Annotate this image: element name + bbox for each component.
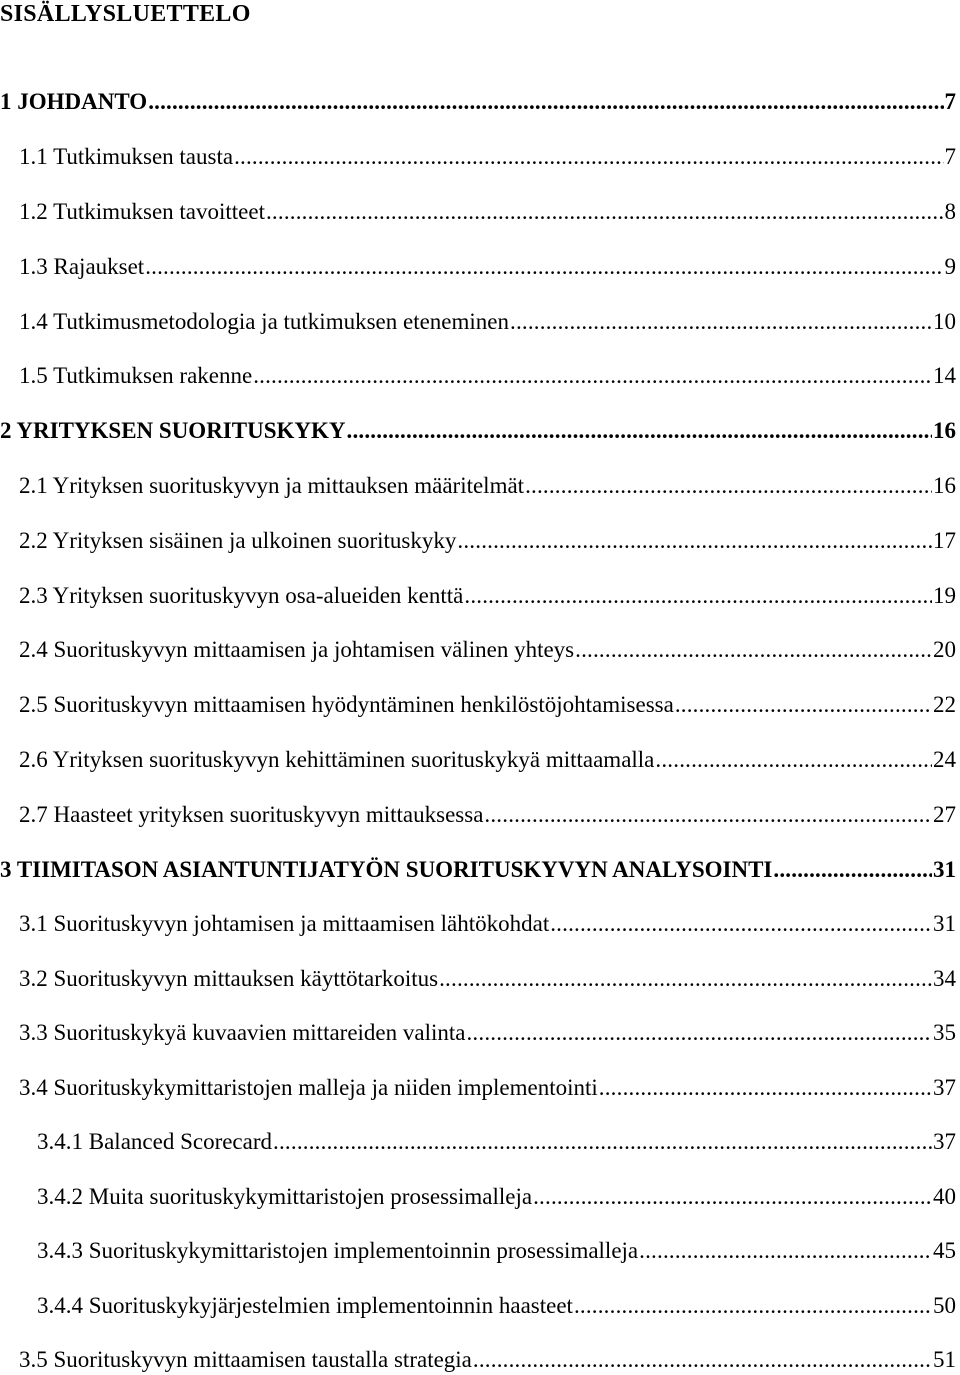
toc-entry[interactable] <box>37 1293 956 1321</box>
toc-entry-label: 1.5 Tutkimuksen rakenne <box>19 363 253 388</box>
toc-entry[interactable] <box>19 911 956 939</box>
toc-entry-label: 3.2 Suorituskyvyn mittauksen käyttötarkoitus <box>19 966 439 991</box>
toc-page-number: 7 <box>944 89 956 114</box>
toc-entry-label: 3.4.4 Suorituskykyjärjestelmien implementoinnin haasteet <box>37 1293 573 1318</box>
leader-dots <box>439 966 932 992</box>
toc-page-number: 22 <box>933 692 956 717</box>
toc-page-number: 40 <box>933 1184 956 1209</box>
toc-page-number: 31 <box>933 857 956 882</box>
toc-entry-label: 1.1 Tutkimuksen tausta <box>19 144 234 169</box>
toc-entry-label: 2.1 Yrityksen suorituskyvyn ja mittauksen määritelmät <box>19 473 525 498</box>
toc-page-number: 16 <box>933 418 956 443</box>
leader-dots <box>639 1238 932 1264</box>
toc-page-number: 50 <box>933 1293 956 1318</box>
toc-entry-label: 2.5 Suorituskyvyn mittaamisen hyödyntäminen henkilöstöjohtamisessa <box>19 692 674 717</box>
toc-page-number: 37 <box>933 1075 956 1100</box>
toc-entry[interactable] <box>19 199 956 227</box>
toc-title: SISÄLLYSLUETTELO <box>0 1 251 27</box>
leader-dots <box>533 1184 932 1210</box>
toc-entry[interactable] <box>0 418 956 446</box>
toc-entry[interactable] <box>19 1075 956 1103</box>
leader-dots <box>457 528 932 554</box>
toc-page-number: 34 <box>933 966 956 991</box>
leader-dots <box>525 473 932 499</box>
toc-entry[interactable] <box>19 802 956 830</box>
toc-entry-label: 2.6 Yrityksen suorituskyvyn kehittäminen suorituskykyä mittaamalla <box>19 747 655 772</box>
toc-page-number: 35 <box>933 1020 956 1045</box>
leader-dots <box>253 363 932 389</box>
leader-dots <box>484 802 932 828</box>
toc-entry[interactable] <box>19 528 956 556</box>
toc-entry[interactable] <box>19 966 956 994</box>
toc-entry[interactable] <box>19 309 956 337</box>
toc-entry-label: 1 JOHDANTO <box>0 89 148 114</box>
toc-entry-label: 3.4.2 Muita suorituskykymittaristojen prosessimalleja <box>37 1184 533 1209</box>
leader-dots <box>574 1293 932 1319</box>
toc-entry-label: 2.4 Suorituskyvyn mittaamisen ja johtamisen välinen yhteys <box>19 637 575 662</box>
leader-dots <box>466 1020 932 1046</box>
leader-dots <box>273 1129 932 1155</box>
leader-dots <box>655 747 932 773</box>
toc-entry[interactable] <box>0 89 956 117</box>
leader-dots <box>510 309 932 335</box>
toc-entry-label: 2.2 Yrityksen sisäinen ja ulkoinen suorituskyky <box>19 528 457 553</box>
toc-page-number: 45 <box>933 1238 956 1263</box>
leader-dots <box>773 857 932 883</box>
toc-entry[interactable] <box>19 637 956 665</box>
toc-entry-label: 1.3 Rajaukset <box>19 254 145 279</box>
toc-page-number: 27 <box>933 802 956 827</box>
toc-entry[interactable] <box>19 254 956 282</box>
leader-dots <box>145 254 943 280</box>
toc-entry-label: 3.4.3 Suorituskykymittaristojen implementoinnin prosessimalleja <box>37 1238 639 1263</box>
leader-dots <box>550 911 932 937</box>
toc-page-number: 17 <box>933 528 956 553</box>
toc-entry[interactable] <box>37 1129 956 1157</box>
toc-entry[interactable] <box>19 583 956 611</box>
leader-dots <box>266 199 944 225</box>
toc-entry[interactable] <box>19 692 956 720</box>
toc-entry-label: 1.2 Tutkimuksen tavoitteet <box>19 199 265 224</box>
toc-entry-label: 3.1 Suorituskyvyn johtamisen ja mittaamisen lähtökohdat <box>19 911 550 936</box>
toc-entry-label: 2.7 Haasteet yrityksen suorituskyvyn mittauksessa <box>19 802 484 827</box>
toc-entry[interactable] <box>19 1347 956 1375</box>
leader-dots <box>464 583 932 609</box>
toc-page-number: 20 <box>933 637 956 662</box>
toc-entry-label: 3 TIIMITASON ASIANTUNTIJATYÖN SUORITUSKYVYN ANALYSOINTI <box>0 857 773 882</box>
toc-entry-label: 3.5 Suorituskyvyn mittaamisen taustalla strategia <box>19 1347 472 1372</box>
toc-entry-label: 1.4 Tutkimusmetodologia ja tutkimuksen eteneminen <box>19 309 509 334</box>
leader-dots <box>347 418 933 444</box>
toc-page-number: 7 <box>944 144 956 169</box>
toc-page-number: 31 <box>933 911 956 936</box>
toc-entry[interactable] <box>0 857 956 885</box>
toc-entry[interactable] <box>19 747 956 775</box>
toc-page-number: 9 <box>944 254 956 279</box>
toc-entry-label: 2 YRITYKSEN SUORITUSKYKY <box>0 418 346 443</box>
toc-page-number: 37 <box>933 1129 956 1154</box>
toc-page-number: 19 <box>933 583 956 608</box>
leader-dots <box>148 89 943 115</box>
toc-entry-label: 3.3 Suorituskykyä kuvaavien mittareiden valinta <box>19 1020 466 1045</box>
toc-page-number: 24 <box>933 747 956 772</box>
toc-page-number: 16 <box>933 473 956 498</box>
toc-page-number: 14 <box>933 363 956 388</box>
leader-dots <box>473 1347 932 1373</box>
toc-entry[interactable] <box>19 363 956 391</box>
toc-entry-label: 3.4 Suorituskykymittaristojen malleja ja niiden implementointi <box>19 1075 598 1100</box>
toc-entry-label: 3.4.1 Balanced Scorecard <box>37 1129 273 1154</box>
toc-page-number: 51 <box>933 1347 956 1372</box>
toc-entry[interactable] <box>19 144 956 172</box>
toc-entry-label: 2.3 Yrityksen suorituskyvyn osa-alueiden kenttä <box>19 583 464 608</box>
toc-page-number: 8 <box>944 199 956 224</box>
toc-entry[interactable] <box>37 1238 956 1266</box>
toc-entry[interactable] <box>37 1184 956 1212</box>
leader-dots <box>575 637 932 663</box>
toc-entry[interactable] <box>19 473 956 501</box>
leader-dots <box>599 1075 932 1101</box>
leader-dots <box>234 144 943 170</box>
toc-page-number: 10 <box>933 309 956 334</box>
toc-entry[interactable] <box>19 1020 956 1048</box>
leader-dots <box>675 692 932 718</box>
